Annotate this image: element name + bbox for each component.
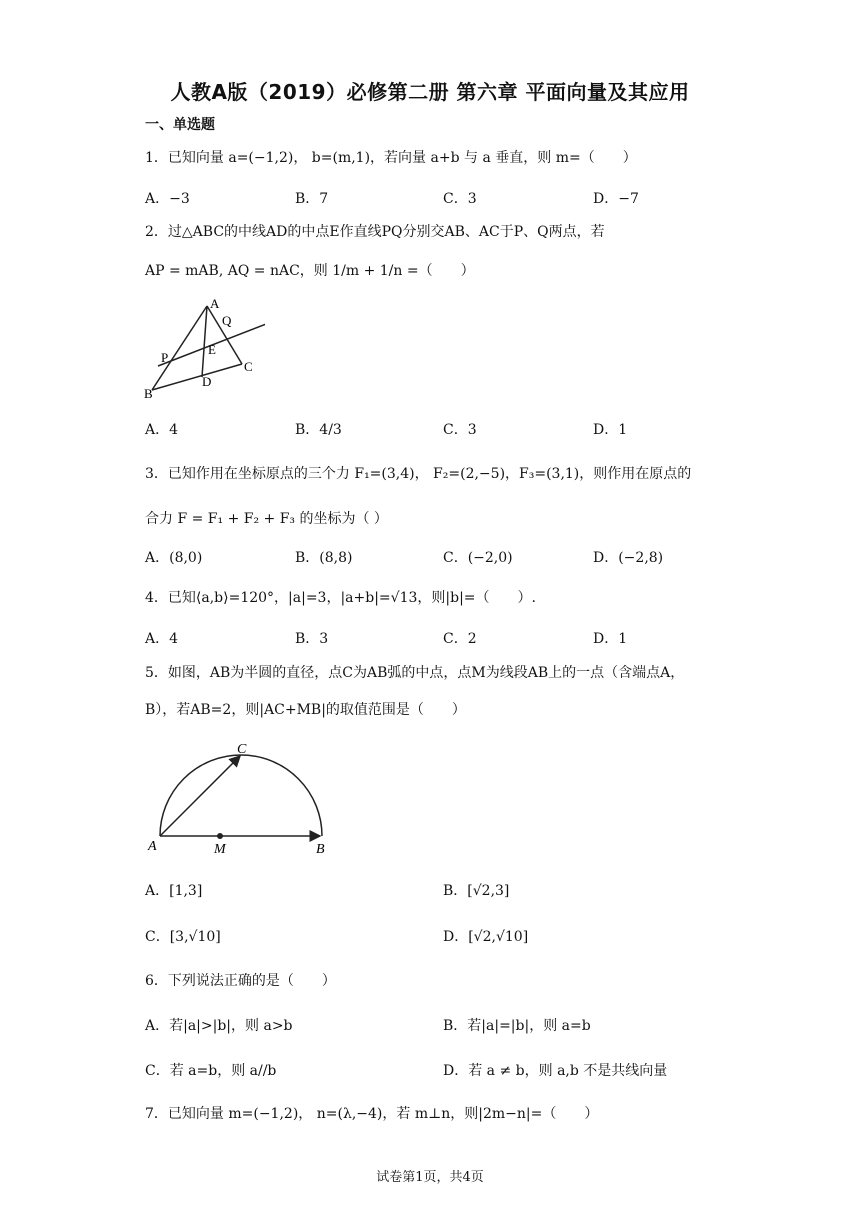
- question-6-stem: 6．下列说法正确的是（ ）: [145, 973, 336, 989]
- question-1-stem: 1．已知向量 a=(−1,2)， b=(m,1)，若向量 a+b 与 a 垂直，则 m=（ ）: [145, 150, 637, 166]
- q2-option-c: C．3: [443, 422, 477, 438]
- label-b: B: [144, 386, 153, 401]
- label-c: C: [237, 742, 247, 757]
- q1-option-b: B．7: [295, 191, 329, 207]
- q1-option-d: D．−7: [593, 191, 639, 207]
- q5-option-a: A．[1,3]: [145, 883, 203, 899]
- q5-option-d: D．[√2,√10]: [443, 929, 529, 945]
- label-p: P: [161, 350, 169, 365]
- q5-option-b: B．[√2,3]: [443, 883, 510, 899]
- label-d: D: [202, 374, 212, 389]
- question-5-stem-line1: 5．如图，AB为半圆的直径，点C为AB弧的中点，点M为线段AB上的一点（含端点A，: [145, 665, 685, 681]
- q3-option-b: B．(8,8): [295, 550, 353, 566]
- q3-option-a: A．(8,0): [145, 550, 203, 566]
- q2-option-d: D．1: [593, 422, 628, 438]
- q5-option-c: C．[3,√10]: [145, 929, 221, 945]
- page-footer: 试卷第1页，共4页: [376, 1170, 484, 1185]
- q4-option-d: D．1: [593, 631, 628, 647]
- q6-option-b: B．若|a|=|b|，则 a=b: [443, 1018, 591, 1034]
- section-heading: 一、单选题: [145, 117, 215, 133]
- q2-option-b: B．4/3: [295, 422, 342, 438]
- label-m: M: [214, 842, 226, 857]
- question-4-stem: 4．已知⟨a,b⟩=120°，|a|=3，|a+b|=√13，则|b|=（ ）.: [145, 590, 536, 606]
- triangle-figure: [140, 298, 265, 403]
- q2-option-a: A．4: [145, 422, 179, 438]
- q1-option-c: C．3: [443, 191, 477, 207]
- label-q: Q: [222, 313, 232, 328]
- q4-option-b: B．3: [295, 631, 329, 647]
- question-3-stem-line1: 3．已知作用在坐标原点的三个力 F₁=(3,4)， F₂=(2,−5)，F₃=(3,1)，则作用在原点的: [145, 466, 692, 482]
- question-2-stem-line1: 2．过△ABC的中线AD的中点E作直线PQ分别交AB、AC于P、Q两点，若: [145, 224, 605, 240]
- label-e: E: [208, 342, 216, 357]
- q6-option-a: A．若|a|>|b|，则 a>b: [145, 1018, 293, 1034]
- label-c: C: [244, 359, 253, 374]
- q3-option-c: C．(−2,0): [443, 550, 513, 566]
- label-a: A: [210, 298, 220, 311]
- q1-option-a: A．−3: [145, 191, 190, 207]
- question-7-stem: 7．已知向量 m=(−1,2)， n=(λ,−4)，若 m⊥n，则|2m−n|=（ ）: [145, 1106, 599, 1122]
- q6-option-c: C．若 a=b，则 a//b: [145, 1063, 277, 1079]
- q6-option-d: D．若 a ≠ b，则 a,b 不是共线向量: [443, 1063, 668, 1079]
- q4-option-a: A．4: [145, 631, 179, 647]
- page-title: 人教A版（2019）必修第二册 第六章 平面向量及其应用: [170, 80, 690, 104]
- q4-option-c: C．2: [443, 631, 477, 647]
- question-5-stem-line2: B），若AB=2，则|AC+MB|的取值范围是（ ）: [145, 702, 466, 718]
- question-2-stem-line2: AP = mAB, AQ = nAC，则 1/m + 1/n =（ ）: [145, 263, 475, 279]
- semicircle-figure: [140, 735, 340, 860]
- q3-option-d: D．(−2,8): [593, 550, 664, 566]
- question-3-stem-line2: 合力 F = F₁ + F₂ + F₃ 的坐标为（ ）: [145, 511, 388, 527]
- label-a: A: [148, 839, 157, 854]
- label-b: B: [316, 842, 325, 857]
